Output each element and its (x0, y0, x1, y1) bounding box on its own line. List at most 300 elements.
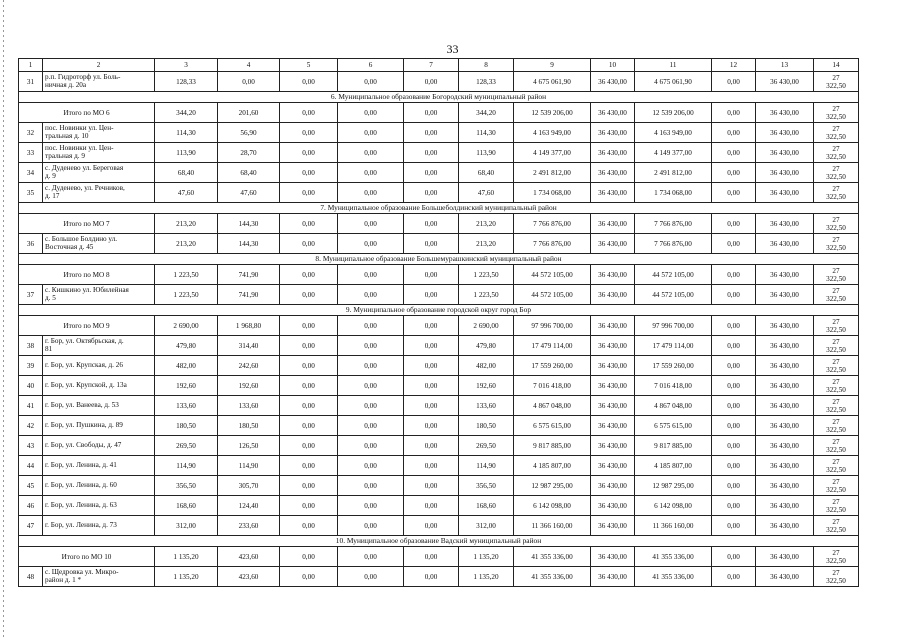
table-cell: 36 430,00 (591, 416, 635, 436)
table-row (19, 356, 859, 376)
table-cell: 180,50 (155, 416, 218, 436)
table-cell: 0,00 (404, 356, 459, 376)
table-cell: 27 322,50 (814, 163, 859, 183)
table-cell: 27 322,50 (814, 516, 859, 536)
table-cell: 0,00 (280, 285, 338, 305)
table-cell: 233,60 (218, 516, 280, 536)
table-cell: 1 734 068,00 (514, 183, 591, 203)
table-cell: 242,60 (218, 356, 280, 376)
table-cell: 168,60 (459, 496, 514, 516)
table-cell: 0,00 (338, 356, 404, 376)
table-cell: 0,00 (338, 316, 404, 336)
table-cell: 0,00 (404, 476, 459, 496)
table-cell: 168,60 (155, 496, 218, 516)
table-cell: 305,70 (218, 476, 280, 496)
table-cell: 2 690,00 (155, 316, 218, 336)
table-cell: 36 430,00 (591, 396, 635, 416)
table-cell: 0,00 (404, 143, 459, 163)
table-cell: 44 572 105,00 (514, 265, 591, 285)
table-cell: 36 430,00 (756, 476, 814, 496)
table-cell: 68,40 (459, 163, 514, 183)
table-cell: 6 575 615,00 (514, 416, 591, 436)
table-cell: 0,00 (712, 376, 756, 396)
table-cell: 36 430,00 (756, 316, 814, 336)
table-cell: 192,60 (459, 376, 514, 396)
table-cell: 0,00 (712, 316, 756, 336)
table-cell: 37 (19, 285, 43, 305)
table-cell: 0,00 (712, 336, 756, 356)
table-cell: 12 539 206,00 (635, 103, 712, 123)
section-title: 6. Муниципальное образование Богородский муниципальный район (19, 92, 859, 103)
table-cell: 97 996 700,00 (514, 316, 591, 336)
table-cell: 1 223,50 (459, 265, 514, 285)
table-cell: 0,00 (338, 496, 404, 516)
table-cell: 47,60 (218, 183, 280, 203)
table-cell: 7 016 418,00 (514, 376, 591, 396)
table-cell: 36 430,00 (756, 336, 814, 356)
table-cell: 45 (19, 476, 43, 496)
table-cell: 27 322,50 (814, 567, 859, 587)
address-cell: г. Бор, ул. Пушкина, д. 89 (43, 416, 155, 436)
table-cell: 0,00 (280, 496, 338, 516)
table-cell: 36 430,00 (591, 547, 635, 567)
table-cell: 269,50 (459, 436, 514, 456)
table-cell: 27 322,50 (814, 456, 859, 476)
table-cell: 1 135,20 (459, 567, 514, 587)
total-row (19, 103, 859, 123)
table-cell: 27 322,50 (814, 103, 859, 123)
section-row (19, 203, 859, 214)
total-row (19, 547, 859, 567)
table-cell: 1 135,20 (459, 547, 514, 567)
table-cell: 27 322,50 (814, 396, 859, 416)
table-cell: 0,00 (338, 396, 404, 416)
table-cell: 0,00 (280, 416, 338, 436)
table-cell: 17 479 114,00 (635, 336, 712, 356)
table-cell: 68,40 (155, 163, 218, 183)
table-cell: 312,00 (459, 516, 514, 536)
table-cell: 0,00 (404, 234, 459, 254)
table-cell: 41 (19, 396, 43, 416)
margin-dashed-line (3, 0, 4, 640)
table-cell: 34 (19, 163, 43, 183)
table-cell: 0,00 (338, 123, 404, 143)
table-cell: 27 322,50 (814, 285, 859, 305)
table-cell: 0,00 (338, 516, 404, 536)
table-cell: 0,00 (404, 456, 459, 476)
address-cell: г. Бор, ул. Ленина, д. 60 (43, 476, 155, 496)
address-cell: г. Бор, ул. Ванеева, д. 53 (43, 396, 155, 416)
table-cell: 423,60 (218, 567, 280, 587)
table-cell: 17 559 260,00 (635, 356, 712, 376)
header-cell: 8 (459, 59, 514, 72)
table-cell: 36 430,00 (756, 516, 814, 536)
table-cell: 38 (19, 336, 43, 356)
table-cell: 128,33 (459, 72, 514, 92)
table-row (19, 123, 859, 143)
table-cell: 0,00 (712, 234, 756, 254)
table-cell: 0,00 (712, 103, 756, 123)
table-cell: 35 (19, 183, 43, 203)
table-cell: 2 491 812,00 (635, 163, 712, 183)
header-cell: 14 (814, 59, 859, 72)
table-cell: 27 322,50 (814, 183, 859, 203)
table-cell: 741,90 (218, 285, 280, 305)
table-cell: 0,00 (280, 72, 338, 92)
table-cell: 0,00 (404, 285, 459, 305)
table-cell: 36 430,00 (591, 476, 635, 496)
table-cell: 7 766 876,00 (514, 214, 591, 234)
data-table (18, 58, 859, 587)
table-cell: 0,00 (404, 163, 459, 183)
table-header-row (19, 59, 859, 72)
table-cell: 47,60 (155, 183, 218, 203)
table-cell: 133,60 (155, 396, 218, 416)
table-cell: 312,00 (155, 516, 218, 536)
table-cell: 39 (19, 356, 43, 376)
header-cell: 5 (280, 59, 338, 72)
table-cell: 0,00 (404, 496, 459, 516)
table-cell: 27 322,50 (814, 476, 859, 496)
table-cell: 44 (19, 456, 43, 476)
table-cell: 41 355 336,00 (635, 547, 712, 567)
table-cell: 11 366 160,00 (635, 516, 712, 536)
address-cell: г. Бор, ул. Крупская, д. 26 (43, 356, 155, 376)
address-cell: г. Бор, ул. Октябрьская, д. 81 (43, 336, 155, 356)
table-cell: 6 142 098,00 (635, 496, 712, 516)
table-cell: 27 322,50 (814, 376, 859, 396)
table-cell: 4 675 061,90 (635, 72, 712, 92)
table-cell: 344,20 (155, 103, 218, 123)
table-cell: 479,80 (155, 336, 218, 356)
table-cell: 36 430,00 (591, 163, 635, 183)
table-cell: 7 766 876,00 (635, 234, 712, 254)
table-cell: 36 430,00 (756, 163, 814, 183)
table-cell: 36 430,00 (591, 285, 635, 305)
table-cell: 36 430,00 (756, 416, 814, 436)
table-cell: 36 430,00 (756, 143, 814, 163)
table-cell: 27 322,50 (814, 547, 859, 567)
table-cell: 0,00 (280, 476, 338, 496)
table-cell: 0,00 (338, 72, 404, 92)
table-cell: 48 (19, 567, 43, 587)
table-cell: 36 430,00 (591, 72, 635, 92)
table-cell: 113,90 (155, 143, 218, 163)
table-cell: 41 355 336,00 (514, 547, 591, 567)
address-cell: с. Большое Болдино ул. Восточная д. 45 (43, 234, 155, 254)
table-cell: 356,50 (155, 476, 218, 496)
address-cell: с. Щедровка ул. Микро- район д. 1 * (43, 567, 155, 587)
table-cell: 0,00 (280, 316, 338, 336)
table-cell: 36 430,00 (591, 123, 635, 143)
table-cell: 7 766 876,00 (635, 214, 712, 234)
table-cell: 0,00 (338, 567, 404, 587)
table-cell: 0,00 (280, 214, 338, 234)
table-cell: 0,00 (218, 72, 280, 92)
section-title: 9. Муниципальное образование городской округ город Бор (19, 305, 859, 316)
table-cell: 4 163 949,00 (635, 123, 712, 143)
table-row (19, 285, 859, 305)
table-cell: 43 (19, 436, 43, 456)
table-cell: 213,20 (459, 214, 514, 234)
table-cell: 36 430,00 (591, 265, 635, 285)
table-cell: 0,00 (338, 456, 404, 476)
table-cell: 0,00 (280, 234, 338, 254)
table-cell: 36 (19, 234, 43, 254)
address-cell: г. Бор, ул. Крупской, д. 13а (43, 376, 155, 396)
table-cell: 41 355 336,00 (514, 567, 591, 587)
section-row (19, 92, 859, 103)
section-title: 10. Муниципальное образование Вадский муниципальный район (19, 536, 859, 547)
table-cell: 0,00 (404, 376, 459, 396)
table-cell: 4 867 048,00 (514, 396, 591, 416)
table-cell: 0,00 (280, 436, 338, 456)
table-cell: 1 223,50 (459, 285, 514, 305)
table-cell: 0,00 (712, 143, 756, 163)
table-cell: 68,40 (218, 163, 280, 183)
page-number: 33 (446, 42, 459, 56)
table-cell: 0,00 (712, 285, 756, 305)
table-cell: 2 690,00 (459, 316, 514, 336)
table-row (19, 436, 859, 456)
table-cell: 144,30 (218, 214, 280, 234)
table-row (19, 376, 859, 396)
section-title: 8. Муниципальное образование Большемурашкинский муниципальный район (19, 254, 859, 265)
table-cell: 12 539 206,00 (514, 103, 591, 123)
address-cell: с. Дуденево, ул. Речников, д. 17 (43, 183, 155, 203)
table-cell: 126,50 (218, 436, 280, 456)
table-cell: 33 (19, 143, 43, 163)
table-cell: 36 430,00 (591, 436, 635, 456)
table-cell: 6 575 615,00 (635, 416, 712, 436)
table-cell: 36 430,00 (756, 567, 814, 587)
table-row (19, 163, 859, 183)
table-cell: 36 430,00 (756, 183, 814, 203)
table-cell: 36 430,00 (591, 376, 635, 396)
table-cell: 36 430,00 (756, 436, 814, 456)
address-cell: пос. Новинки ул. Цен- тральная д. 9 (43, 143, 155, 163)
table-cell: 44 572 105,00 (635, 265, 712, 285)
table-cell: 0,00 (338, 436, 404, 456)
table-cell: 27 322,50 (814, 336, 859, 356)
table-cell: 479,80 (459, 336, 514, 356)
table-cell: 0,00 (280, 356, 338, 376)
table-cell: 0,00 (338, 163, 404, 183)
table-cell: 144,30 (218, 234, 280, 254)
table-cell: 11 366 160,00 (514, 516, 591, 536)
table-cell: 0,00 (280, 516, 338, 536)
table-cell: 27 322,50 (814, 123, 859, 143)
total-label: Итого по МО 8 (19, 265, 155, 285)
table-row (19, 234, 859, 254)
table-cell: 0,00 (404, 336, 459, 356)
table-cell: 201,60 (218, 103, 280, 123)
table-cell: 36 430,00 (756, 496, 814, 516)
table-cell: 36 430,00 (756, 123, 814, 143)
table-cell: 114,90 (155, 456, 218, 476)
table-cell: 0,00 (404, 214, 459, 234)
table-cell: 0,00 (338, 285, 404, 305)
table-cell: 36 430,00 (756, 547, 814, 567)
table-cell: 180,50 (218, 416, 280, 436)
table-cell: 482,00 (155, 356, 218, 376)
header-cell: 2 (43, 59, 155, 72)
table-cell: 133,60 (218, 396, 280, 416)
table-cell: 4 675 061,90 (514, 72, 591, 92)
header-cell: 10 (591, 59, 635, 72)
table-cell: 97 996 700,00 (635, 316, 712, 336)
header-cell: 11 (635, 59, 712, 72)
table-cell: 0,00 (338, 103, 404, 123)
table-cell: 0,00 (404, 436, 459, 456)
table-cell: 28,70 (218, 143, 280, 163)
header-cell: 3 (155, 59, 218, 72)
table-cell: 1 135,20 (155, 567, 218, 587)
table-cell: 36 430,00 (756, 356, 814, 376)
table-cell: 32 (19, 123, 43, 143)
address-cell: р.п. Гидроторф ул. Боль- ничная д. 20а (43, 72, 155, 92)
table-cell: 12 987 295,00 (514, 476, 591, 496)
table-cell: 4 185 807,00 (635, 456, 712, 476)
table-cell: 47,60 (459, 183, 514, 203)
table-cell: 27 322,50 (814, 72, 859, 92)
table-cell: 27 322,50 (814, 234, 859, 254)
table-cell: 0,00 (338, 183, 404, 203)
table-cell: 0,00 (338, 416, 404, 436)
table-cell: 0,00 (280, 265, 338, 285)
table-cell: 36 430,00 (591, 356, 635, 376)
table-cell: 7 766 876,00 (514, 234, 591, 254)
table-row (19, 496, 859, 516)
table-cell: 0,00 (404, 416, 459, 436)
address-cell: г. Бор, ул. Ленина, д. 73 (43, 516, 155, 536)
table-cell: 0,00 (712, 456, 756, 476)
table-cell: 36 430,00 (756, 396, 814, 416)
table-cell: 0,00 (404, 547, 459, 567)
table-cell: 36 430,00 (591, 183, 635, 203)
table-row (19, 72, 859, 92)
table-cell: 7 016 418,00 (635, 376, 712, 396)
table-cell: 0,00 (712, 516, 756, 536)
table-cell: 0,00 (280, 396, 338, 416)
total-label: Итого по МО 9 (19, 316, 155, 336)
table-cell: 44 572 105,00 (514, 285, 591, 305)
table-cell: 9 817 885,00 (635, 436, 712, 456)
table-cell: 0,00 (404, 103, 459, 123)
table-row (19, 456, 859, 476)
table-cell: 0,00 (712, 396, 756, 416)
table-cell: 1 734 068,00 (635, 183, 712, 203)
total-row (19, 214, 859, 234)
table-cell: 0,00 (712, 476, 756, 496)
table-cell: 0,00 (404, 567, 459, 587)
table-cell: 36 430,00 (756, 265, 814, 285)
table-cell: 269,50 (155, 436, 218, 456)
table-cell: 128,33 (155, 72, 218, 92)
table-cell: 0,00 (712, 547, 756, 567)
table-cell: 314,40 (218, 336, 280, 356)
table-cell: 0,00 (338, 214, 404, 234)
table-cell: 6 142 098,00 (514, 496, 591, 516)
table-cell: 0,00 (712, 214, 756, 234)
table-cell: 36 430,00 (756, 456, 814, 476)
table-cell: 4 149 377,00 (635, 143, 712, 163)
table-cell: 0,00 (404, 123, 459, 143)
table-row (19, 476, 859, 496)
table-cell: 44 572 105,00 (635, 285, 712, 305)
table-cell: 213,20 (155, 214, 218, 234)
table-cell: 36 430,00 (591, 103, 635, 123)
header-cell: 13 (756, 59, 814, 72)
header-cell: 7 (404, 59, 459, 72)
table-cell: 4 163 949,00 (514, 123, 591, 143)
total-row (19, 316, 859, 336)
table-cell: 0,00 (280, 456, 338, 476)
table-cell: 2 491 812,00 (514, 163, 591, 183)
table-cell: 133,60 (459, 396, 514, 416)
table-cell: 0,00 (712, 72, 756, 92)
table-cell: 0,00 (404, 316, 459, 336)
total-row (19, 265, 859, 285)
table-cell: 27 322,50 (814, 143, 859, 163)
table-cell: 36 430,00 (756, 103, 814, 123)
table-cell: 4 185 807,00 (514, 456, 591, 476)
table-cell: 180,50 (459, 416, 514, 436)
table-cell: 0,00 (712, 416, 756, 436)
table-cell: 42 (19, 416, 43, 436)
table-cell: 27 322,50 (814, 214, 859, 234)
table-cell: 36 430,00 (591, 456, 635, 476)
table-cell: 27 322,50 (814, 416, 859, 436)
address-cell: г. Бор, ул. Ленина, д. 63 (43, 496, 155, 516)
table-cell: 0,00 (280, 567, 338, 587)
header-cell: 6 (338, 59, 404, 72)
table-cell: 0,00 (280, 547, 338, 567)
table-cell: 27 322,50 (814, 265, 859, 285)
table-cell: 0,00 (280, 336, 338, 356)
table-cell: 36 430,00 (756, 214, 814, 234)
table-cell: 0,00 (338, 476, 404, 496)
section-title: 7. Муниципальное образование Большеболдинский муниципальный район (19, 203, 859, 214)
table-cell: 0,00 (404, 183, 459, 203)
table-cell: 31 (19, 72, 43, 92)
table-cell: 124,40 (218, 496, 280, 516)
table-cell: 36 430,00 (591, 567, 635, 587)
table-row (19, 396, 859, 416)
table-cell: 27 322,50 (814, 356, 859, 376)
table-cell: 9 817 885,00 (514, 436, 591, 456)
table-cell: 36 430,00 (591, 336, 635, 356)
table-cell: 17 559 260,00 (514, 356, 591, 376)
table-cell: 0,00 (712, 163, 756, 183)
table-cell: 4 867 048,00 (635, 396, 712, 416)
table-cell: 46 (19, 496, 43, 516)
table-row (19, 516, 859, 536)
table-cell: 0,00 (280, 163, 338, 183)
section-row (19, 254, 859, 265)
address-cell: с. Дуденево ул. Береговая д. 9 (43, 163, 155, 183)
table-cell: 36 430,00 (756, 72, 814, 92)
table-cell: 1 135,20 (155, 547, 218, 567)
header-cell: 4 (218, 59, 280, 72)
table-cell: 0,00 (712, 356, 756, 376)
header-cell: 1 (19, 59, 43, 72)
table-row (19, 183, 859, 203)
table-cell: 741,90 (218, 265, 280, 285)
table-cell: 4 149 377,00 (514, 143, 591, 163)
table-row (19, 416, 859, 436)
address-cell: пос. Новинки ул. Цен- тральная д. 10 (43, 123, 155, 143)
